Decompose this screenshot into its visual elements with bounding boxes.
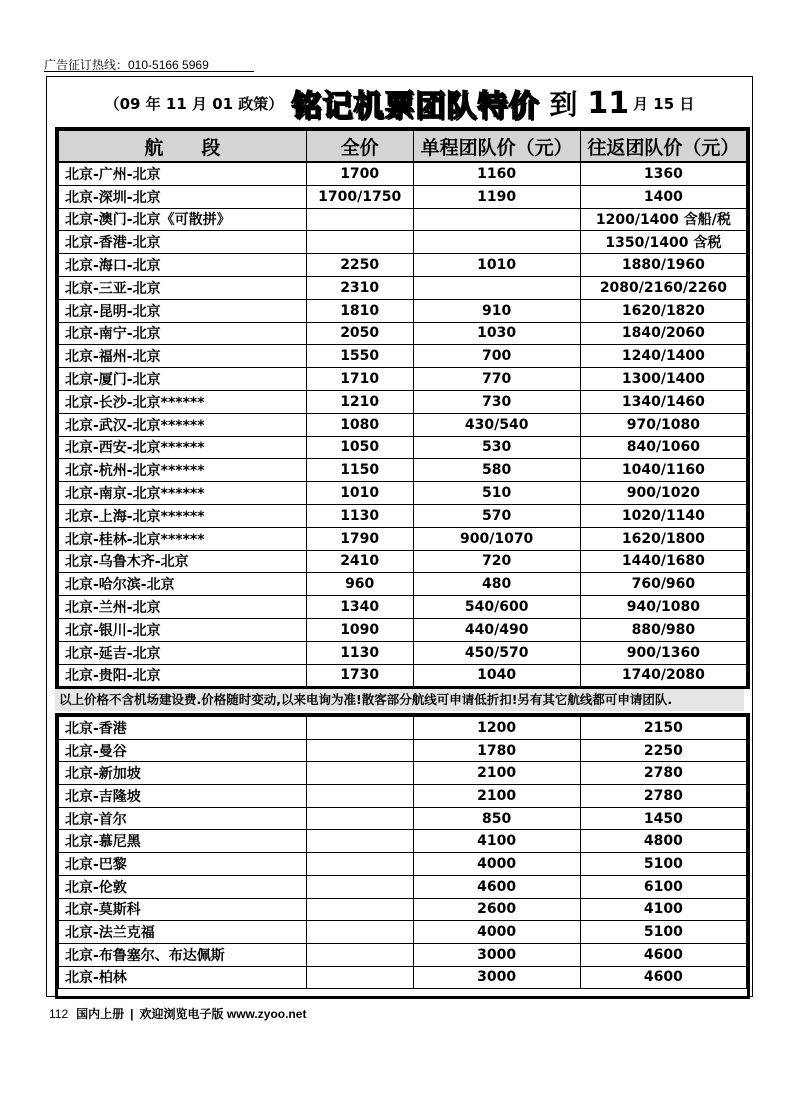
route-cell: 北京-慕尼黑 [59, 830, 307, 853]
one-way-price-cell: 2600 [413, 898, 580, 921]
one-way-price-cell: 850 [413, 807, 580, 830]
table-row [59, 413, 747, 436]
full-price-cell [306, 830, 413, 853]
full-price-cell [306, 898, 413, 921]
round-trip-price-cell: 2150 [580, 717, 746, 740]
full-price-cell: 2250 [306, 254, 413, 277]
price-notice: 以上价格不含机场建设费.价格随时变动,以来电询为准!散客部分航线可申请低折扣!另有其它航线都可申请团队. [55, 689, 744, 711]
table-row [59, 943, 747, 966]
header-route: 航 段 [59, 131, 307, 163]
round-trip-price-cell: 4800 [580, 830, 746, 853]
full-price-cell [306, 921, 413, 944]
footer-separator: | [130, 1007, 134, 1021]
round-trip-price-cell: 1840/2060 [580, 322, 746, 345]
one-way-price-cell: 440/490 [413, 618, 580, 641]
round-trip-price-cell: 2250 [580, 739, 746, 762]
header-full-price: 全价 [306, 131, 413, 163]
one-way-price-cell: 1030 [413, 322, 580, 345]
route-cell: 北京-香港-北京 [59, 231, 307, 254]
full-price-cell: 1790 [306, 527, 413, 550]
one-way-price-cell: 1160 [413, 162, 580, 185]
full-price-cell: 1700 [306, 162, 413, 185]
route-cell: 北京-巴黎 [59, 853, 307, 876]
table-row [59, 185, 747, 208]
full-price-cell: 1810 [306, 299, 413, 322]
one-way-price-cell: 450/570 [413, 641, 580, 664]
one-way-price-cell: 1780 [413, 739, 580, 762]
table-row [59, 573, 747, 596]
one-way-price-cell: 1190 [413, 185, 580, 208]
round-trip-price-cell: 1740/2080 [580, 664, 746, 687]
route-cell: 北京-柏林 [59, 966, 307, 989]
table-row [59, 898, 747, 921]
full-price-cell: 1130 [306, 504, 413, 527]
table-row [59, 664, 747, 687]
round-trip-price-cell: 1360 [580, 162, 746, 185]
table-row [59, 322, 747, 345]
route-cell: 北京-哈尔滨-北京 [59, 573, 307, 596]
table-row [59, 921, 747, 944]
round-trip-price-cell: 840/1060 [580, 436, 746, 459]
one-way-price-cell: 4600 [413, 875, 580, 898]
header-one-way-group: 单程团队价（元） [413, 131, 580, 163]
round-trip-price-cell: 1340/1460 [580, 390, 746, 413]
one-way-price-cell: 1200 [413, 717, 580, 740]
table-row [59, 550, 747, 573]
full-price-cell [306, 717, 413, 740]
round-trip-price-cell: 1040/1160 [580, 459, 746, 482]
route-cell: 北京-杭州-北京****** [59, 459, 307, 482]
table-row [59, 299, 747, 322]
full-price-cell [306, 875, 413, 898]
round-trip-price-cell: 1620/1800 [580, 527, 746, 550]
one-way-price-cell: 3000 [413, 943, 580, 966]
full-price-cell: 1210 [306, 390, 413, 413]
full-price-cell: 1050 [306, 436, 413, 459]
one-way-price-cell: 510 [413, 482, 580, 505]
table-row [59, 527, 747, 550]
round-trip-price-cell: 1400 [580, 185, 746, 208]
round-trip-price-cell: 760/960 [580, 573, 746, 596]
ad-hotline: 广告征订热线：010-5166 5969 [44, 58, 209, 72]
policy-date: （09 年 11 月 01 政策） [104, 94, 284, 113]
one-way-price-cell: 910 [413, 299, 580, 322]
one-way-price-cell: 700 [413, 345, 580, 368]
round-trip-price-cell: 5100 [580, 921, 746, 944]
footer-url[interactable]: www.zyoo.net [226, 1007, 307, 1021]
route-cell: 北京-桂林-北京****** [59, 527, 307, 550]
route-cell: 北京-吉隆坡 [59, 785, 307, 808]
one-way-price-cell [413, 231, 580, 254]
route-cell: 北京-海口-北京 [59, 254, 307, 277]
hotline-rule [44, 71, 254, 72]
full-price-cell: 1150 [306, 459, 413, 482]
table-row [59, 807, 747, 830]
route-cell: 北京-银川-北京 [59, 618, 307, 641]
round-trip-price-cell: 940/1080 [580, 596, 746, 619]
table-row [59, 504, 747, 527]
route-cell: 北京-上海-北京****** [59, 504, 307, 527]
full-price-cell: 960 [306, 573, 413, 596]
page-title [46, 79, 753, 127]
domestic-fare-table [55, 127, 750, 689]
route-cell: 北京-曼谷 [59, 739, 307, 762]
round-trip-price-cell: 970/1080 [580, 413, 746, 436]
one-way-price-cell: 1040 [413, 664, 580, 687]
route-cell: 北京-莫斯科 [59, 898, 307, 921]
table-row [59, 162, 747, 185]
footer-section: 国内上册 [76, 1007, 125, 1021]
full-price-cell: 1080 [306, 413, 413, 436]
full-price-cell: 1730 [306, 664, 413, 687]
full-price-cell [306, 762, 413, 785]
table-row [59, 390, 747, 413]
route-cell: 北京-深圳-北京 [59, 185, 307, 208]
route-cell: 北京-乌鲁木齐-北京 [59, 550, 307, 573]
one-way-price-cell [413, 276, 580, 299]
full-price-cell: 2050 [306, 322, 413, 345]
route-cell: 北京-南宁-北京 [59, 322, 307, 345]
table-row [59, 739, 747, 762]
title-end-day: 月 15 日 [633, 94, 695, 113]
table-row [59, 875, 747, 898]
one-way-price-cell: 570 [413, 504, 580, 527]
route-cell: 北京-武汉-北京****** [59, 413, 307, 436]
full-price-cell [306, 208, 413, 231]
route-cell: 北京-昆明-北京 [59, 299, 307, 322]
full-price-cell: 1710 [306, 368, 413, 391]
round-trip-price-cell: 1240/1400 [580, 345, 746, 368]
round-trip-price-cell: 1880/1960 [580, 254, 746, 277]
table-row [59, 762, 747, 785]
page-number: 112 [49, 1007, 69, 1021]
round-trip-price-cell: 2080/2160/2260 [580, 276, 746, 299]
page-footer [49, 1005, 306, 1022]
full-price-cell [306, 966, 413, 989]
table-row [59, 641, 747, 664]
route-cell: 北京-三亚-北京 [59, 276, 307, 299]
title-to: 到 [549, 88, 578, 121]
table-row [59, 717, 747, 740]
table-row [59, 231, 747, 254]
round-trip-price-cell: 1450 [580, 807, 746, 830]
one-way-price-cell: 770 [413, 368, 580, 391]
table-row [59, 596, 747, 619]
route-cell: 北京-厦门-北京 [59, 368, 307, 391]
route-cell: 北京-长沙-北京****** [59, 390, 307, 413]
route-cell: 北京-布鲁塞尔、布达佩斯 [59, 943, 307, 966]
route-cell: 北京-延吉-北京 [59, 641, 307, 664]
round-trip-price-cell: 2780 [580, 785, 746, 808]
route-cell: 北京-福州-北京 [59, 345, 307, 368]
round-trip-price-cell: 1200/1400 含船/税 [580, 208, 746, 231]
route-cell: 北京-澳门-北京《可散拼》 [59, 208, 307, 231]
table-row [59, 459, 747, 482]
table-row [59, 208, 747, 231]
round-trip-price-cell: 1620/1820 [580, 299, 746, 322]
full-price-cell [306, 739, 413, 762]
table-row [59, 830, 747, 853]
round-trip-price-cell: 1300/1400 [580, 368, 746, 391]
table-header-row [59, 131, 747, 163]
round-trip-price-cell: 4600 [580, 943, 746, 966]
one-way-price-cell: 4000 [413, 921, 580, 944]
full-price-cell [306, 853, 413, 876]
one-way-price-cell: 2100 [413, 762, 580, 785]
one-way-price-cell: 4100 [413, 830, 580, 853]
table-row [59, 853, 747, 876]
one-way-price-cell: 4000 [413, 853, 580, 876]
round-trip-price-cell: 1020/1140 [580, 504, 746, 527]
full-price-cell: 1130 [306, 641, 413, 664]
one-way-price-cell: 3000 [413, 966, 580, 989]
one-way-price-cell: 480 [413, 573, 580, 596]
one-way-price-cell: 1010 [413, 254, 580, 277]
one-way-price-cell: 720 [413, 550, 580, 573]
round-trip-price-cell: 2780 [580, 762, 746, 785]
table-row [59, 254, 747, 277]
route-cell: 北京-广州-北京 [59, 162, 307, 185]
table-row [59, 966, 747, 989]
full-price-cell: 1700/1750 [306, 185, 413, 208]
table-row [59, 276, 747, 299]
table-row [59, 345, 747, 368]
route-cell: 北京-法兰克福 [59, 921, 307, 944]
route-cell: 北京-香港 [59, 717, 307, 740]
full-price-cell: 1090 [306, 618, 413, 641]
full-price-cell [306, 807, 413, 830]
table-row [59, 618, 747, 641]
route-cell: 北京-贵阳-北京 [59, 664, 307, 687]
one-way-price-cell: 540/600 [413, 596, 580, 619]
round-trip-price-cell: 4100 [580, 898, 746, 921]
round-trip-price-cell: 6100 [580, 875, 746, 898]
round-trip-price-cell: 900/1020 [580, 482, 746, 505]
full-price-cell: 1550 [306, 345, 413, 368]
table-row [59, 368, 747, 391]
one-way-price-cell: 730 [413, 390, 580, 413]
round-trip-price-cell: 880/980 [580, 618, 746, 641]
round-trip-price-cell: 4600 [580, 966, 746, 989]
full-price-cell [306, 231, 413, 254]
header-round-trip-group: 往返团队价（元） [580, 131, 746, 163]
route-cell: 北京-兰州-北京 [59, 596, 307, 619]
international-fare-table [55, 713, 750, 999]
one-way-price-cell: 530 [413, 436, 580, 459]
one-way-price-cell: 900/1070 [413, 527, 580, 550]
full-price-cell: 1340 [306, 596, 413, 619]
table-row [59, 436, 747, 459]
full-price-cell: 2310 [306, 276, 413, 299]
footer-text: 欢迎浏览电子版 [139, 1007, 224, 1021]
table-row [59, 482, 747, 505]
full-price-cell [306, 943, 413, 966]
one-way-price-cell [413, 208, 580, 231]
round-trip-price-cell: 900/1360 [580, 641, 746, 664]
round-trip-price-cell: 5100 [580, 853, 746, 876]
one-way-price-cell: 580 [413, 459, 580, 482]
full-price-cell [306, 785, 413, 808]
route-cell: 北京-西安-北京****** [59, 436, 307, 459]
round-trip-price-cell: 1350/1400 含税 [580, 231, 746, 254]
route-cell: 北京-伦敦 [59, 875, 307, 898]
full-price-cell: 1010 [306, 482, 413, 505]
title-main: 铭记机票团队特价 [291, 89, 540, 124]
table-row [59, 785, 747, 808]
route-cell: 北京-首尔 [59, 807, 307, 830]
title-end-month: 11 [587, 85, 630, 121]
route-cell: 北京-新加坡 [59, 762, 307, 785]
one-way-price-cell: 430/540 [413, 413, 580, 436]
full-price-cell: 2410 [306, 550, 413, 573]
route-cell: 北京-南京-北京****** [59, 482, 307, 505]
one-way-price-cell: 2100 [413, 785, 580, 808]
round-trip-price-cell: 1440/1680 [580, 550, 746, 573]
